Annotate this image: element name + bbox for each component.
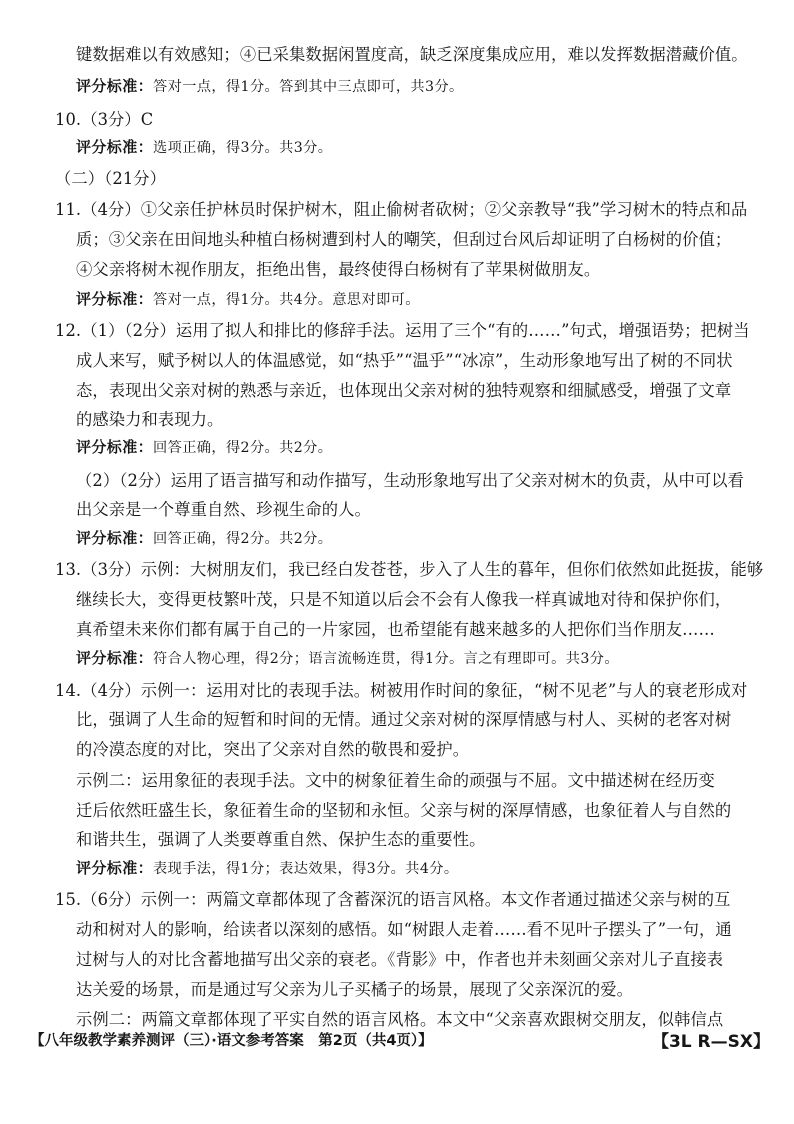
text-line: 示例二：运用象征的表现手法。文中的树象征着生命的顽强与不屈。文中描述树在经历变 [76, 771, 715, 790]
grading-text: 答对一点，得1分。答到其中三点即可，共3分。 [153, 79, 464, 95]
text-line: 的冷漠态度的对比，突出了父亲对自然的敬畏和爱护。 [76, 740, 470, 759]
grading-line [76, 75, 464, 96]
grading-line [76, 857, 458, 878]
text-line: 13.（3分）示例：大树朋友们，我已经白发苍苍，步入了人生的暮年，但你们依然如此挺拔，能够 [55, 560, 764, 579]
grading-text: 表现手法，得1分；表达效果，得3分。共4分。 [153, 861, 459, 877]
text-line: 12.（1）（2分）运用了拟人和排比的修辞手法。运用了三个“有的……”句式，增强语势；把树当 [55, 321, 750, 340]
text-line: 迁后依然旺盛生长，象征着生命的坚韧和永恒。父亲与树的深厚情感，也象征着人与自然的 [76, 801, 732, 820]
text-line: 真希望未来你们都有属于自己的一片家园，也希望能有越来越多的人把你们当作朋友…… [76, 620, 715, 639]
text-line: ④父亲将树木视作朋友，拒绝出售，最终使得白杨树有了苹果树做朋友。 [76, 260, 601, 279]
text-line: 10.（3分）C [55, 110, 154, 129]
grading-label: 评分标准： [76, 859, 154, 877]
text-line: 过树与人的对比含蓄地描写出父亲的衰老。《背影》中，作者也并未刻画父亲对儿子直接表 [76, 950, 724, 969]
text-line: 比，强调了人生命的短暂和时间的无情。通过父亲对树的深厚情感与村人、买树的老客对树 [76, 710, 732, 729]
text-line: 达关爱的场景，而是通过写父亲为儿子买橘子的场景，展现了父亲深沉的爱。 [76, 980, 633, 999]
grading-text: 答对一点，得1分。共4分。意思对即可。 [153, 292, 420, 308]
grading-text: 回答正确，得2分。共2分。 [153, 531, 333, 547]
grading-line [76, 288, 420, 309]
text-line: （2）（2分）运用了语言描写和动作描写，生动形象地写出了父亲对树木的负责，从中可以看 [76, 471, 745, 490]
grading-label: 评分标准： [76, 438, 154, 456]
text-line: 的感染力和表现力。 [76, 410, 224, 429]
grading-text: 回答正确，得2分。共2分。 [153, 440, 333, 456]
footer-title: 【八年级教学素养测评（三）·语文参考答案 第2页（共4页）】 [30, 1033, 433, 1049]
text-line: 质；③父亲在田间地头种植白杨树遭到村人的嘲笑，但刮过台风后却证明了白杨树的价值； [76, 230, 732, 249]
section-heading: （二）（21分） [55, 169, 167, 188]
grading-text: 选项正确，得3分。共3分。 [153, 140, 333, 156]
page-footer [30, 1027, 770, 1055]
text-line: 键数据难以有效感知；④已采集数据闲置度高，缺乏深度集成应用，难以发挥数据潜藏价值。 [76, 45, 748, 64]
grading-label: 评分标准： [76, 529, 154, 547]
text-line: 继续长大，变得更枝繁叶茂，只是不知道以后会不会有人像我一样真诚地对待和保护你们， [76, 590, 732, 609]
text-line: 14.（4分）示例一：运用对比的表现手法。树被用作时间的象征，“树不见老”与人的衰老形成对 [55, 681, 748, 700]
grading-label: 评分标准： [76, 138, 154, 156]
text-line: 15.（6分）示例一：两篇文章都体现了含蓄深沉的语言风格。本文作者通过描述父亲与树的互 [55, 890, 731, 909]
text-line: 出父亲是一个尊重自然、珍视生命的人。 [76, 500, 371, 519]
text-line: 动和树对人的影响，给读者以深刻的感悟。如“树跟人走着……看不见叶子摆头了”一句，通 [76, 920, 732, 939]
grading-line [76, 136, 332, 157]
text-line: 示例二：两篇文章都体现了平实自然的语言风格。本文中“父亲喜欢跟树交朋友，似韩信点 [76, 1010, 724, 1029]
footer-code: 【3L R—SX】 [651, 1032, 770, 1052]
grading-label: 评分标准： [76, 649, 154, 667]
text-line: 成人来写，赋予树以人的体温感觉，如“热乎”“温乎”“冰凉”，生动形象地写出了树的不同状 [76, 351, 733, 370]
grading-label: 评分标准： [76, 77, 154, 95]
grading-line [76, 527, 332, 548]
text-line: 态，表现出父亲对树的熟悉与亲近，也体现出父亲对树的独特观察和细腻感受，增强了文章 [76, 381, 732, 400]
grading-line [76, 436, 332, 457]
grading-text: 符合人物心理，得2分；语言流畅连贯，得1分。言之有理即可。共3分。 [153, 651, 619, 667]
text-line: 11.（4分）①父亲任护林员时保护树木，阻止偷树者砍树；②父亲教导“我”学习树木的特点和品 [55, 200, 748, 219]
grading-line [76, 647, 619, 668]
grading-label: 评分标准： [76, 290, 154, 308]
text-line: 和谐共生，强调了人类要尊重自然、保护生态的重要性。 [76, 830, 486, 849]
